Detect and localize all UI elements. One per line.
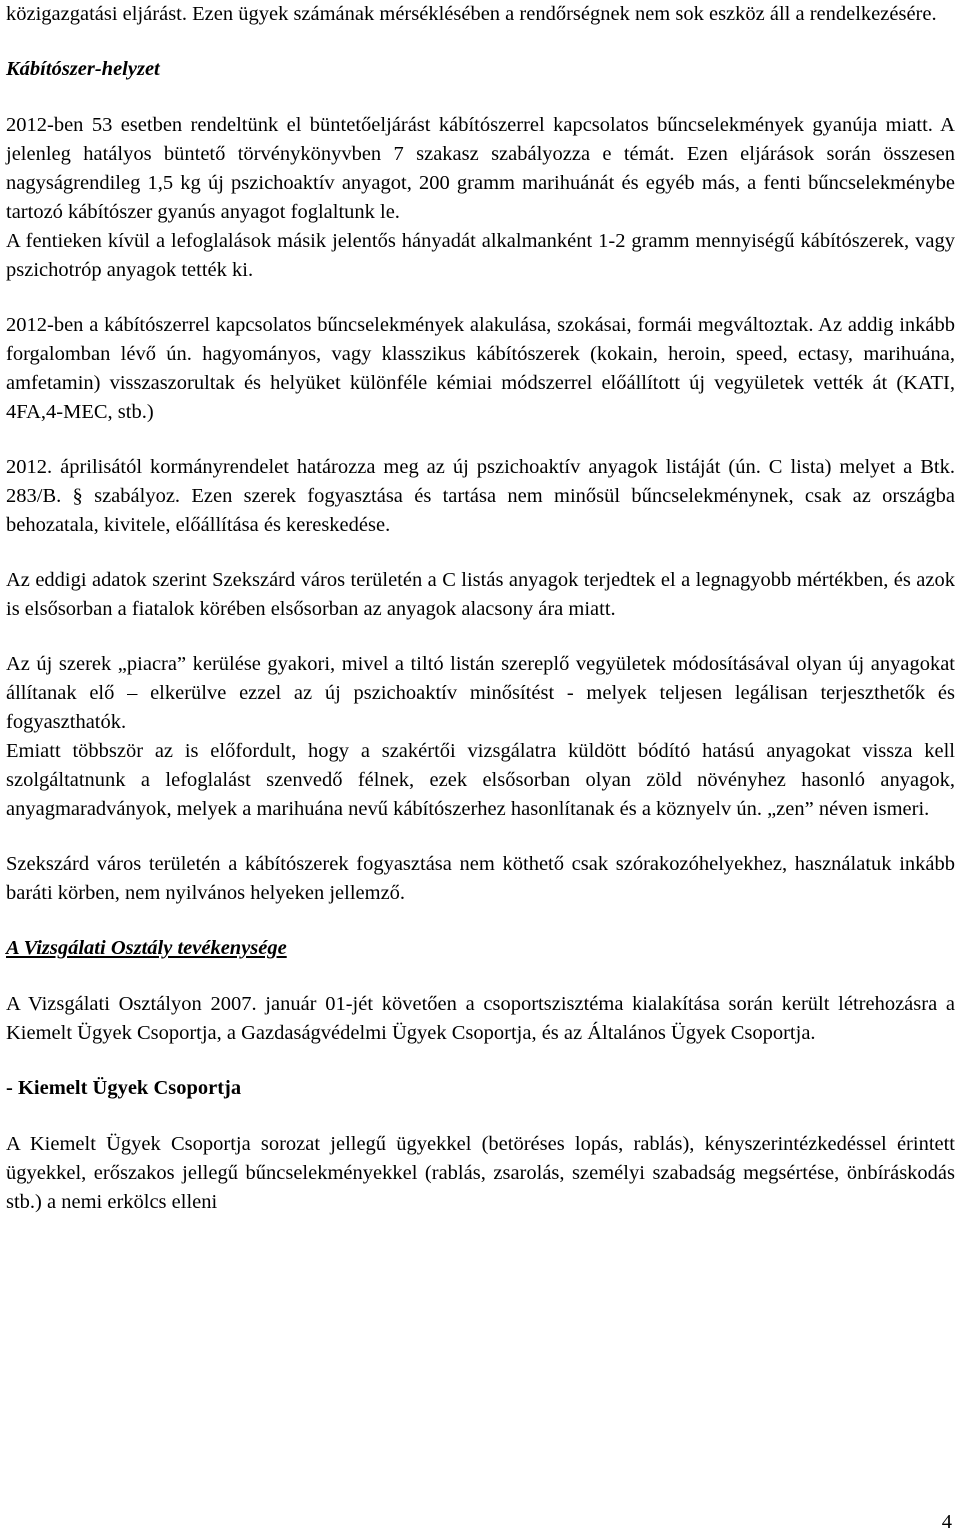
paragraph-returned-substances: Emiatt többször az is előfordult, hogy a szakértői vizsgálatra küldött bódító hatású anyagokat vissza kell szolgáltatnunk a lefoglalást szenvedő félnek, ezek elsősorban olyan zöld növényhez hasonló anyagok, anyagmaradványok, melyek a marihuána nevű kábítószerhez hasonlítanak és a köznyelv ún. „zen” néven ismeri.: [6, 740, 955, 820]
paragraph-drug-cases: 2012-ben 53 esetben rendeltünk el büntetőeljárást kábítószerrel kapcsolatos bűncselekmények gyanúja miatt. A jelenleg hatályos büntető törvénykönyvben 7 szakasz szabályozza e témát. Ezen eljárások során összesen nagyságrendileg 1,5 kg új pszichoaktív anyagot, 200 gramm marihuánát és egyéb más, a fenti bűncselekménybe tartozó kábítószer gyanús anyagot foglaltunk le.: [6, 114, 955, 223]
paragraph-szekszard-data: Az eddigi adatok szerint Szekszárd város területén a C listás anyagok terjedtek el a legnagyobb mértékben, és azok is elsősorban a fiatalok körében elsősorban az anyagok alacsony ára miatt.: [6, 569, 955, 620]
section-heading-priority-cases: - Kiemelt Ügyek Csoportja: [6, 1077, 242, 1099]
page-number: 4: [941, 1511, 952, 1533]
paragraph-new-substances: Az új szerek „piacra” kerülése gyakori, mivel a tiltó listán szereplő vegyületek módosításával olyan új anyagokat állítanak elő – elkerülve ezzel az új pszichoaktív minősítést - melyek teljesen legálisan terjeszthetők és fogyaszthatók.: [6, 653, 955, 733]
paragraph-consumption-places: Szekszárd város területén a kábítószerek fogyasztása nem köthető csak szórakozóhelyekhez, használatuk inkább baráti körben, nem nyilvános helyeken jellemző.: [6, 853, 955, 904]
paragraph-group-system: A Vizsgálati Osztályon 2007. január 01-jét követően a csoportszisztéma kialakítása során került létrehozásra a Kiemelt Ügyek Csoportja, a Gazdaságvédelmi Ügyek Csoportja, és az Általános Ügyek Csoportja.: [6, 993, 955, 1044]
paragraph-c-list: 2012. áprilisától kormányrendelet határozza meg az új pszichoaktív anyagok listáját (ún. C lista) melyet a Btk. 283/B. § szabályoz. Ezen szerek fogyasztása és tartása nem minősül bűncselekménynek, csak az országba behozatala, kivitele, előállítása és kereskedése.: [6, 456, 955, 536]
paragraph-intro: közigazgatási eljárást. Ezen ügyek számának mérséklésében a rendőrségnek nem sok eszköz áll a rendelkezésére.: [6, 3, 937, 25]
paragraph-priority-cases: A Kiemelt Ügyek Csoportja sorozat jellegű ügyekkel (betöréses lopás, rablás), kényszerintézkedéssel érintett ügyekkel, erőszakos jellegű bűncselekményekkel (rablás, zsarolás, személyi szabadság megsértése, önbíráskodás stb.) a nemi erkölcs elleni: [6, 1133, 955, 1213]
paragraph-trend-change: 2012-ben a kábítószerrel kapcsolatos bűncselekmények alakulása, szokásai, formái megváltoztak. Az addig inkább forgalomban lévő ún. hagyományos, vagy klasszikus kábítószerek (kokain, heroin, speed, ectasy, marihuána, amfetamin) visszaszorultak és helyüket különféle kémiai módszerrel előállított új vegyületek vették át (KATI, 4FA,4-MEC, stb.): [6, 314, 955, 423]
document-page: [6, 0, 955, 1217]
section-heading-drug-situation: Kábítószer-helyzet: [6, 58, 160, 80]
paragraph-seizures: A fentieken kívül a lefoglalások másik jelentős hányadát alkalmanként 1-2 gramm mennyiségű kábítószerek, vagy pszichotróp anyagok tették ki.: [6, 230, 955, 281]
section-heading-investigation-dept: A Vizsgálati Osztály tevékenysége: [6, 937, 287, 959]
